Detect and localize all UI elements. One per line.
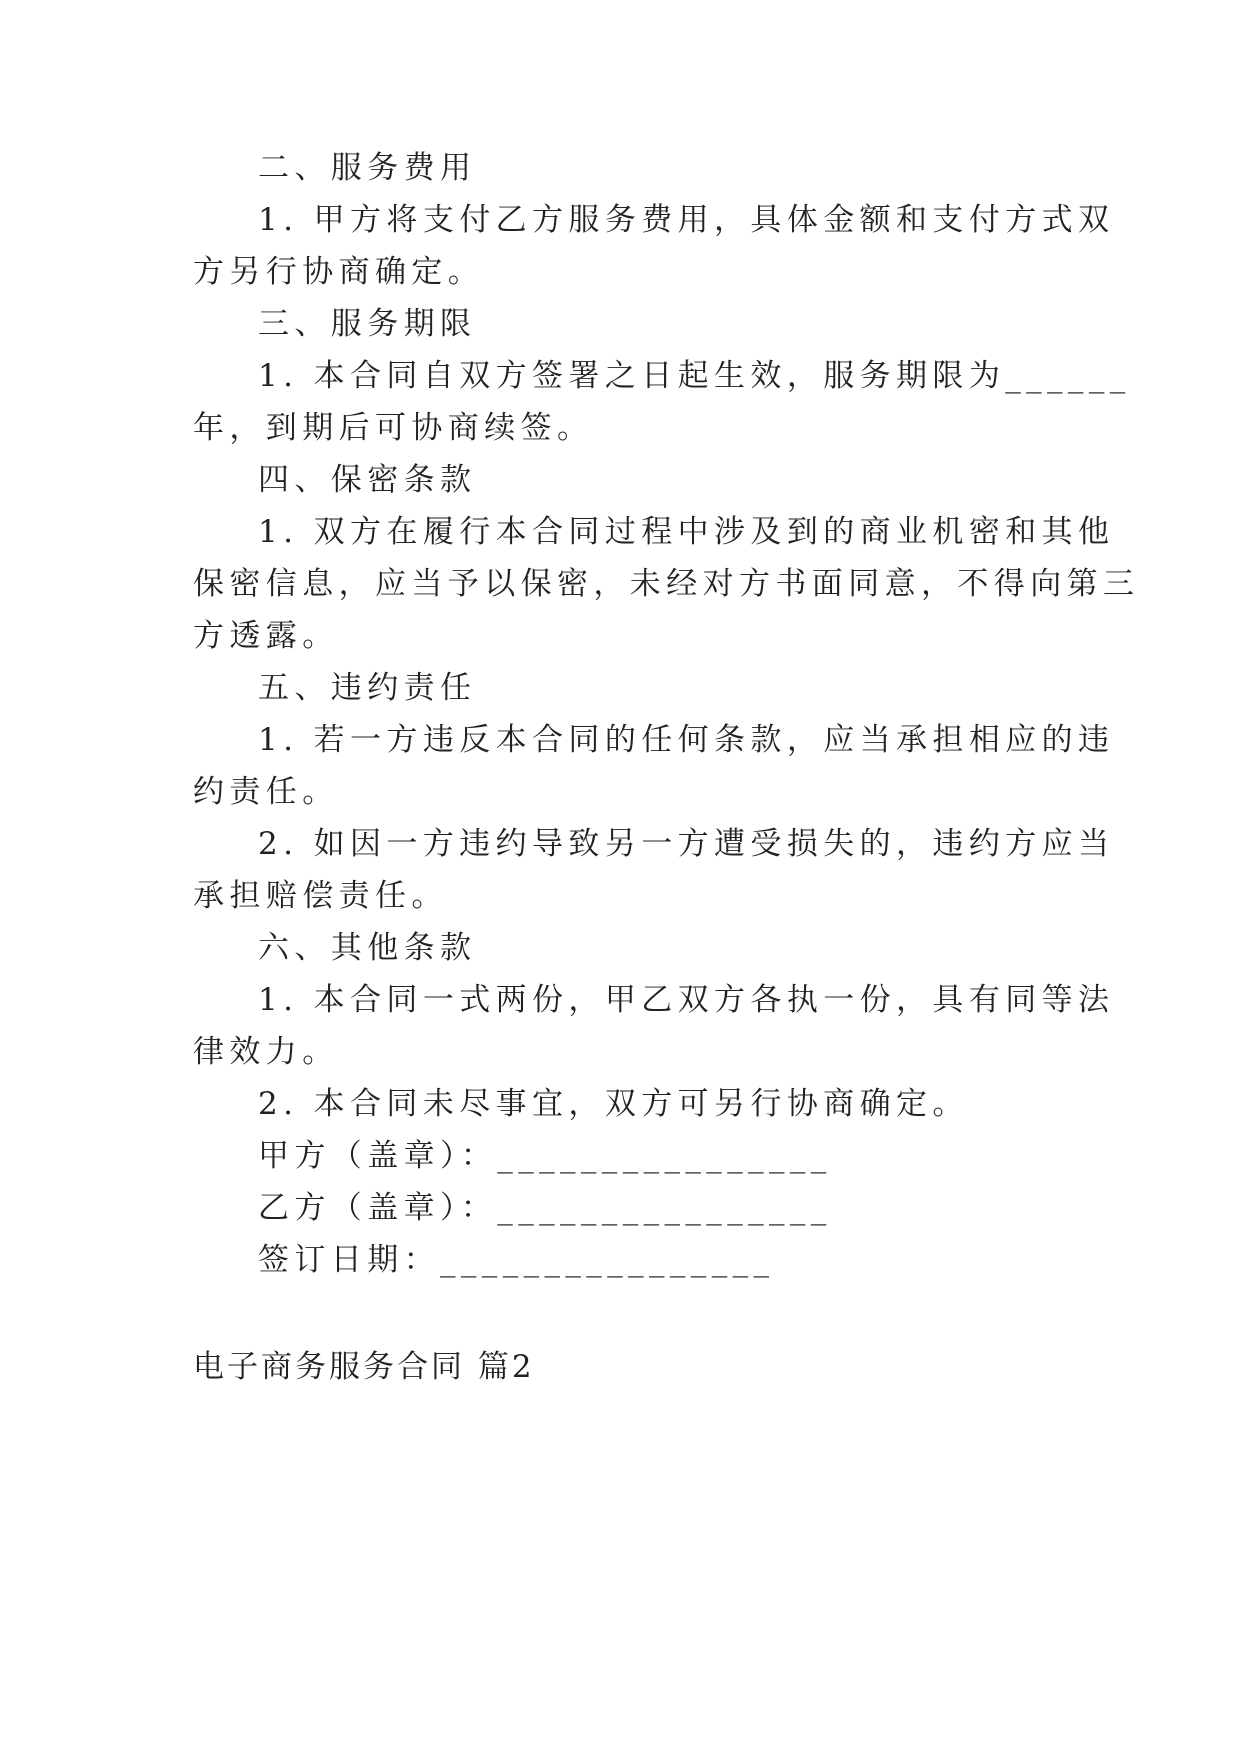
paragraph-line: 年，到期后可协商续签。 — [193, 410, 594, 446]
signature-party-b: 乙方（盖章）：________________ — [258, 1190, 832, 1226]
paragraph-line: 1. 双方在履行本合同过程中涉及到的商业机密和其他 — [258, 514, 1115, 550]
paragraph-line: 1. 甲方将支付乙方服务费用，具体金额和支付方式双 — [258, 202, 1115, 238]
section-heading-confidentiality: 四、保密条款 — [258, 462, 477, 498]
section-heading-liability: 五、违约责任 — [258, 670, 477, 706]
paragraph-line: 1. 本合同一式两份，甲乙双方各执一份，具有同等法 — [258, 982, 1115, 1018]
paragraph-line: 约责任。 — [193, 774, 339, 810]
paragraph-line: 方另行协商确定。 — [193, 254, 485, 290]
paragraph-line: 承担赔偿责任。 — [193, 878, 448, 914]
section-heading-fees: 二、服务费用 — [258, 150, 477, 186]
paragraph-line: 1. 若一方违反本合同的任何条款，应当承担相应的违 — [258, 722, 1115, 758]
signature-date: 签订日期：________________ — [258, 1242, 775, 1278]
paragraph-line: 方透露。 — [193, 618, 339, 654]
paragraph-line: 2. 如因一方违约导致另一方遭受损失的，违约方应当 — [258, 826, 1115, 862]
paragraph-line: 保密信息，应当予以保密，未经对方书面同意，不得向第三 — [193, 566, 1140, 602]
paragraph-line: 律效力。 — [193, 1034, 339, 1070]
section-heading-term: 三、服务期限 — [258, 306, 477, 342]
signature-party-a: 甲方（盖章）：________________ — [258, 1138, 832, 1174]
paragraph-line: 2. 本合同未尽事宜，双方可另行协商确定。 — [258, 1086, 969, 1122]
next-contract-title: 电子商务服务合同 篇2 — [193, 1349, 535, 1385]
section-heading-other: 六、其他条款 — [258, 930, 477, 966]
paragraph-line: 1. 本合同自双方签署之日起生效，服务期限为______ — [258, 358, 1131, 394]
